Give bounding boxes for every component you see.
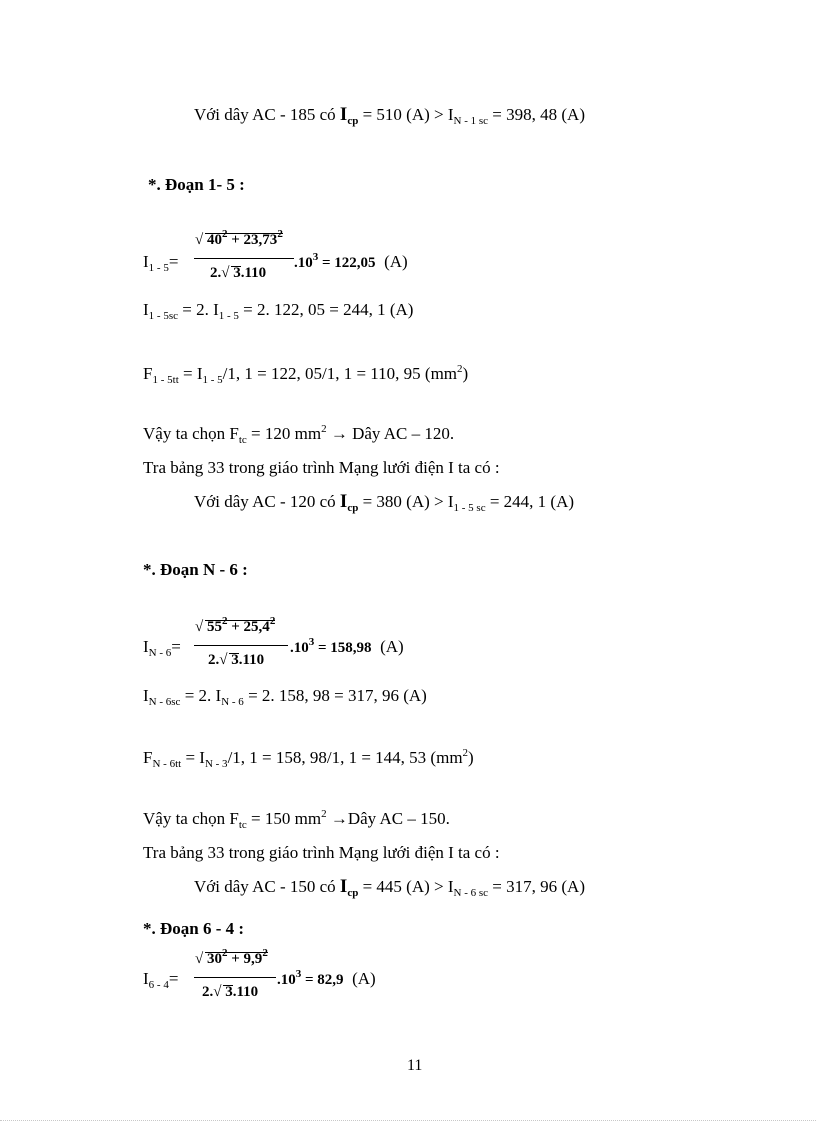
formula-tail-n-6: $.10^3 = 158,98$ (A) [290, 636, 404, 656]
formula-current-n-6: $I_{N - 6}=$ [143, 637, 181, 659]
table-reference-1-5: Tra bảng 33 trong giáo trình Mạng lưới điện I ta có : [143, 458, 500, 477]
formula-tail-1-5: $.10^3 = 122,05$ (A) [294, 251, 408, 271]
table-reference-n-6: Tra bảng 33 trong giáo trình Mạng lưới điện I ta có : [143, 843, 500, 862]
selected-conductor-n-6: Vậy ta chọn $F_{tc} = 150$ $mm^2$ →Dây AC – 150. [143, 808, 450, 831]
conductor-check-ac120: Với dây AC - 120 có $I_{cp} = 380$ $(A) > I_{1 - 5 sc} = 244$, 1 (A) [194, 491, 575, 514]
conductor-check-ac150: Với dây AC - 150 có $I_{cp} = 445$ $(A) > I_{N - 6 sc} = 317$, 96 (A) [194, 876, 585, 899]
fraction-n-6: √ $55^2 + 25,4^2$ 2. √ 3.110 [194, 619, 290, 675]
section-heading-n-6: *. Đoạn N - 6 : [143, 560, 248, 579]
selected-conductor-1-5: Vậy ta chọn $F_{tc} = 120$ $mm^2$ → Dây AC – 120. [143, 423, 455, 446]
sqrt-icon: √ [195, 232, 204, 248]
cross-section-1-5: $F_{1 - 5tt} = I_{1 - 5}/1$, 1 = 122, 05/1, 1 = 110, 95 $(mm^2)$ [143, 363, 469, 386]
sqrt-icon: √ [195, 951, 204, 967]
conductor-check-ac185: Với dây AC - 185 có $I_{cp} = 510$ $(A) > I_{N - 1 sc} = 398$, 48 (A) [194, 104, 585, 127]
page-bottom-divider [0, 1120, 816, 1121]
section-heading-6-4: *. Đoạn 6 - 4 : [143, 919, 245, 938]
sqrt-icon: √ [213, 984, 222, 1000]
sqrt-icon: √ [221, 265, 230, 281]
section-heading-1-5: *. Đoạn 1- 5 : [148, 175, 245, 194]
sqrt-icon: √ [195, 619, 204, 635]
formula-current-1-5: $I_{1 - 5}=$ [143, 252, 179, 274]
sqrt-icon: √ [219, 652, 228, 668]
page-number: 11 [407, 1057, 423, 1074]
double-circuit-current-1-5: $I_{1 - 5sc} = 2$. $I_{1 - 5} = 2$. 122, 05 = 244, 1 (A) [143, 300, 414, 322]
fraction-1-5: √ $40^2 + 23,73^2$ 2. √ 3.110 [194, 232, 294, 288]
double-circuit-current-n-6: $I_{N - 6sc} = 2$. $I_{N - 6} = 2$. 158, 98 = 317, 96 (A) [143, 686, 427, 708]
cross-section-n-6: $F_{N - 6tt} = I_{N - 3}/1$, 1 = 158, 98/1, 1 = 144, 53 $(mm^2)$ [143, 747, 474, 770]
fraction-6-4: √ $30^2 + 9,9^2$ 2. √ 3.110 [194, 951, 276, 1007]
formula-current-6-4: $I_{6 - 4}=$ [143, 969, 179, 991]
formula-tail-6-4: $.10^3 = 82,9$ (A) [277, 968, 376, 988]
